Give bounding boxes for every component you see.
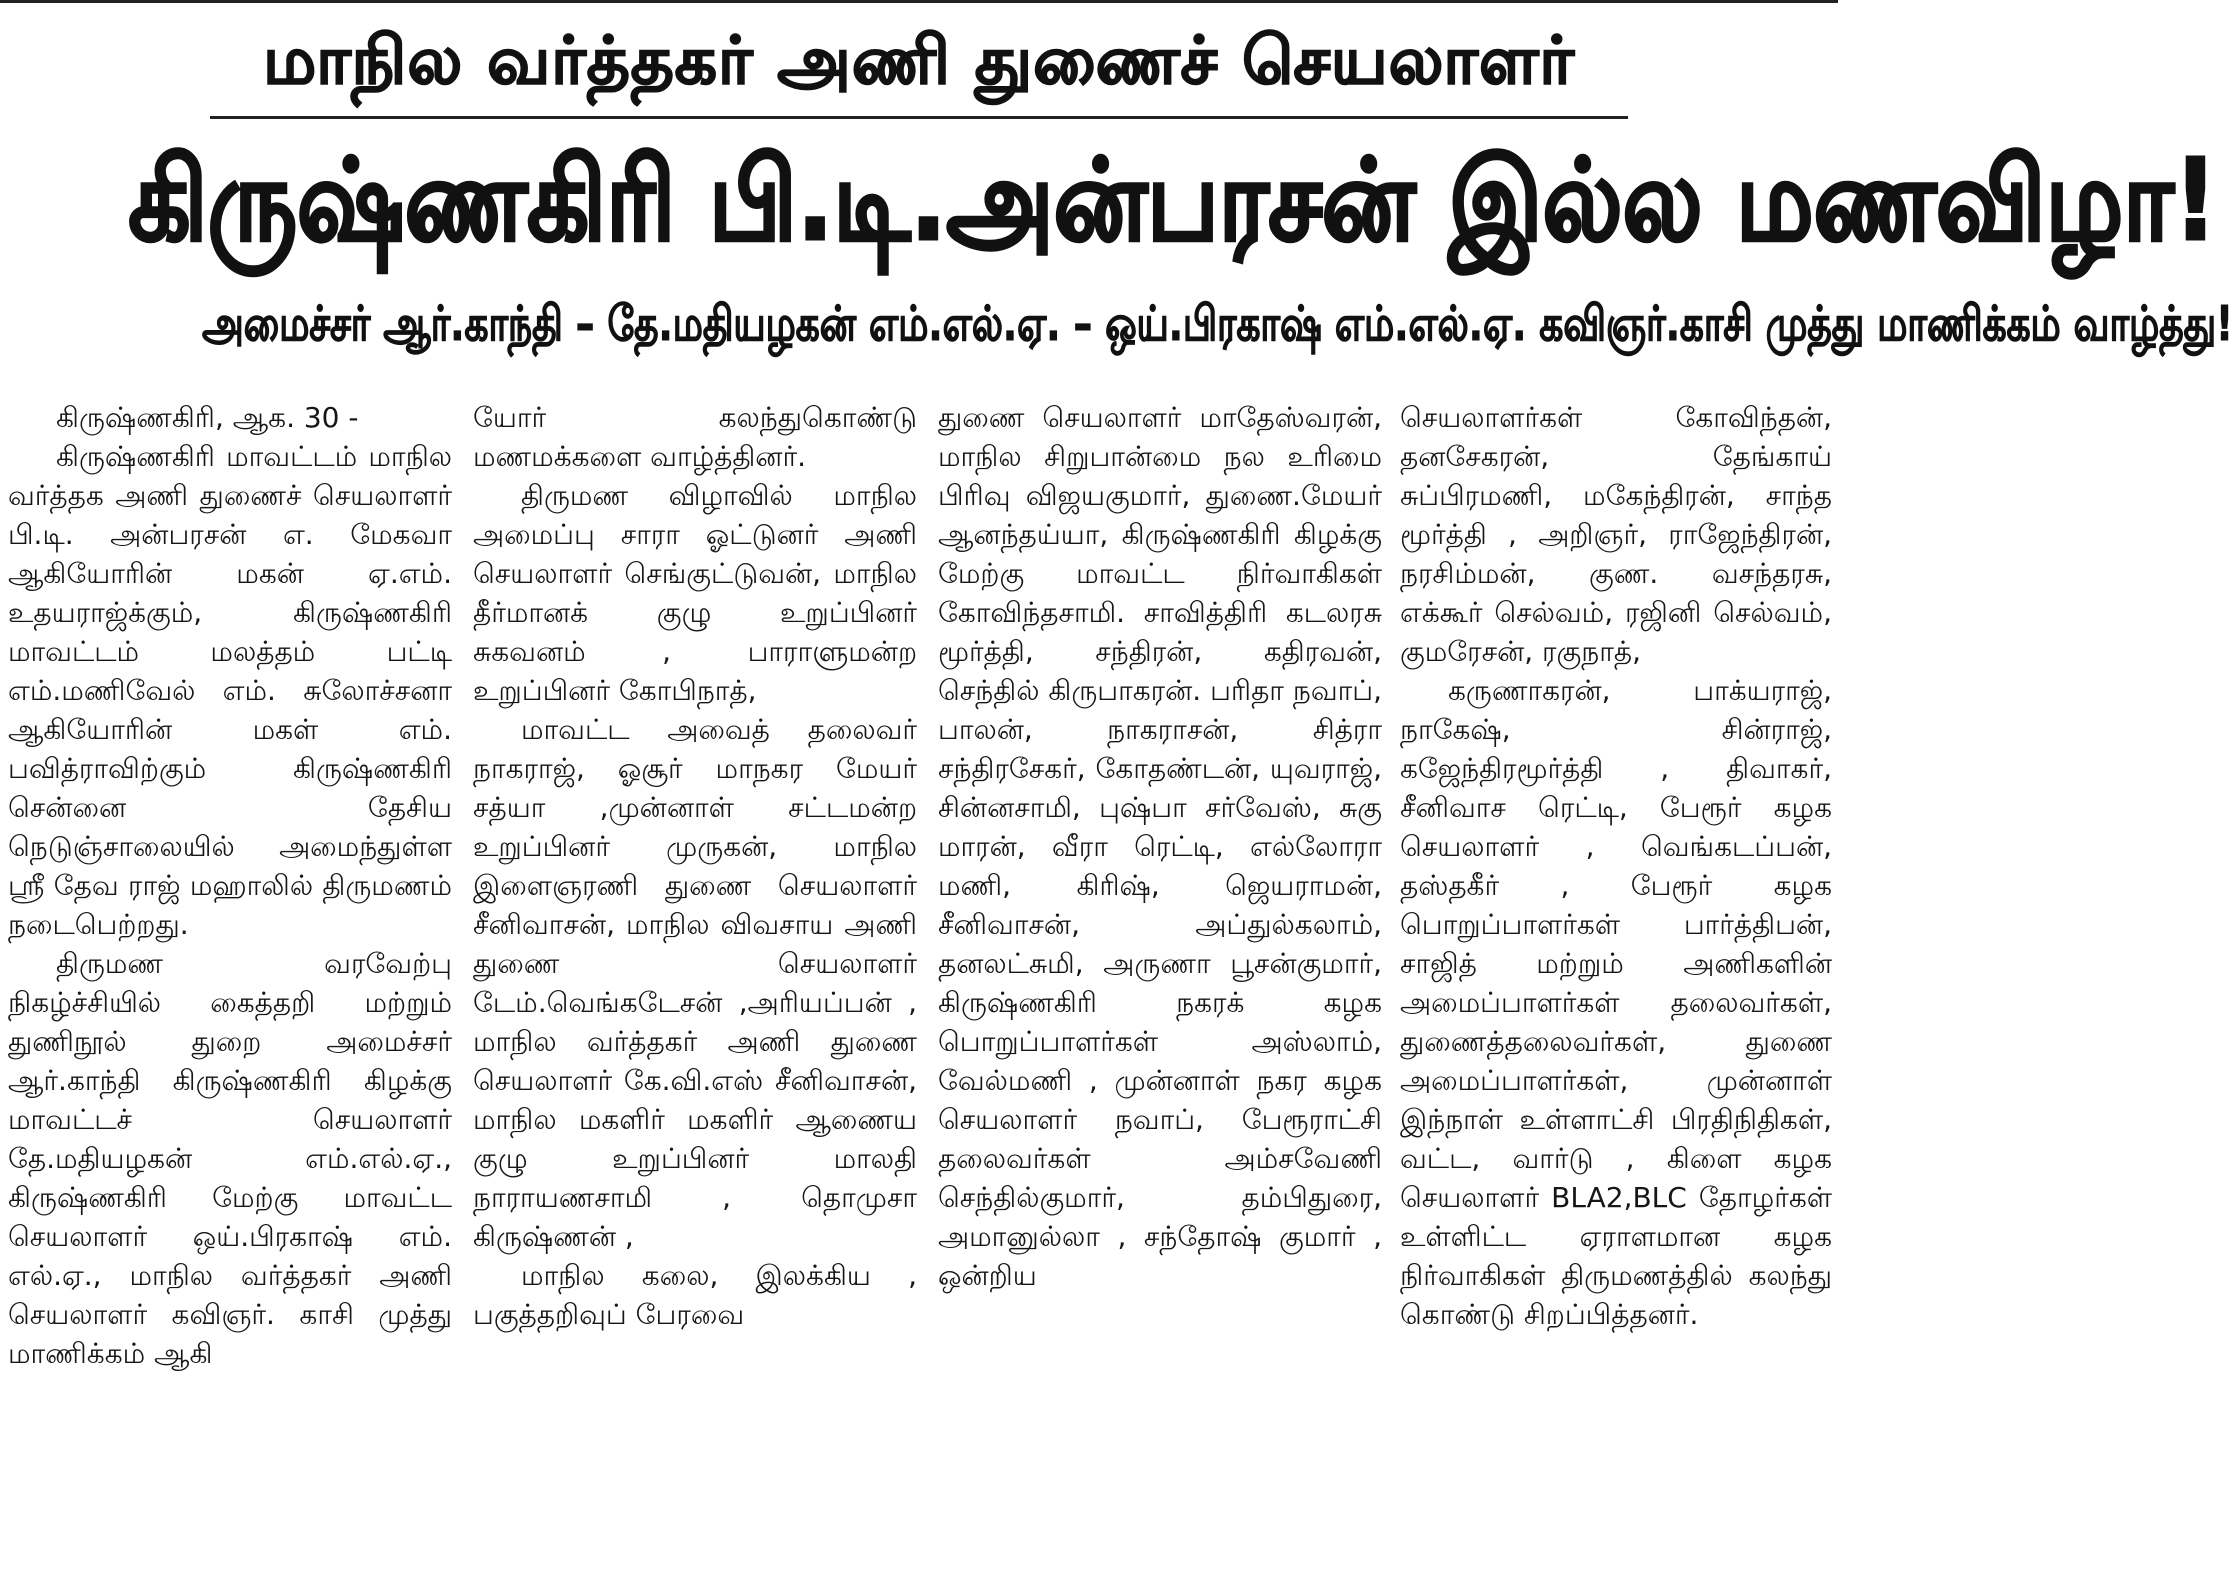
paragraph: கருணாகரன், பாக்யராஜ், நாகேஷ், சின்ராஜ், கஜேந்திரமூர்த்தி , திவாகர், சீனிவாச ரெட்டி, பேரூர் கழக செயலாளர் , வெங்கடப்பன், தஸ்தகீர் , பேரூர் கழக பொறுப்பாளர்கள் பார்த்திபன், சாஜித் மற்றும் அணிகளின் அமைப்பாளர்கள் தலைவர்கள், துணைத்தலைவர்கள், துணை அமைப்பாளர்கள், முன்னாள் இந்நாள் உள்ளாட்சி பிரதிநிதிகள், வட்ட, வார்டு , கிளை கழக செயலாளர் BLA2,BLC தோழர்கள் உள்ளிட்ட ஏராளமான கழக நிர்வாகிகள் திருமணத்தில் கலந்து கொண்டு சிறப்பித்தனர். xyxy=(1400,674,1832,1331)
kicker-underline xyxy=(210,116,1628,119)
article-subheadline: அமைச்சர் ஆர்.காந்தி – தே.மதியழகன் எம்.எல்.ஏ. – ஒய்.பிரகாஷ் எம்.எல்.ஏ. கவிஞர்.காசி முத்து மாணிக்கம் வாழ்த்து! xyxy=(202,296,2233,352)
dateline: கிருஷ்ணகிரி, ஆக. 30 - xyxy=(56,401,359,434)
top-border-rule xyxy=(0,0,1838,3)
article-kicker: மாநில வர்த்தகர் அணி துணைச் செயலாளர் xyxy=(263,22,1575,99)
paragraph: செயலாளர்கள் கோவிந்தன், தனசேகரன், தேங்காய் சுப்பிரமணி, மகேந்திரன், சாந்த மூர்த்தி , அறிஞர், ராஜேந்திரன், நரசிம்மன், குண. வசந்தரசு, எக்கூர் செல்வம், ரஜினி செல்வம், குமரேசன், ரகுநாத், xyxy=(1400,401,1832,668)
column-4 xyxy=(1400,398,1832,1570)
paragraph: கிருஷ்ணகிரி மாவட்டம் மாநில வர்த்தக அணி துணைச் செயலாளர் பி.டி. அன்பரசன் எ. மேகவா ஆகியோரின் மகன் ஏ.எம். உதயராஜ்க்கும், கிருஷ்ணகிரி மாவட்டம் மலத்தம் பட்டி எம்.மணிவேல் எம். சுலோச்சனா ஆகியோரின் மகள் எம். பவித்ராவிற்கும் கிருஷ்ணகிரி சென்னை தேசிய நெடுஞ்சாலையில் அமைந்துள்ள ஸ்ரீ தேவ ராஜ் மஹாலில் திருமணம் நடைபெற்றது. xyxy=(8,440,452,941)
paragraph: யோர் கலந்துகொண்டு மணமக்களை வாழ்த்தினர். xyxy=(473,401,917,473)
paragraph: திருமண வரவேற்பு நிகழ்ச்சியில் கைத்தறி மற்றும் துணிநூல் துறை அமைச்சர் ஆர்.காந்தி கிருஷ்ணகிரி கிழக்கு மாவட்டச் செயலாளர் தே.மதியழகன் எம்.எல்.ஏ., கிருஷ்ணகிரி மேற்கு மாவட்ட செயலாளர் ஒய்.பிரகாஷ் எம். எல்.ஏ., மாநில வர்த்தகர் அணி செயலாளர் கவிஞர். காசி முத்து மாணிக்கம் ஆகி xyxy=(8,947,452,1370)
column-1 xyxy=(8,398,452,1570)
article-body xyxy=(8,398,1832,1570)
article-headline: கிருஷ்ணகிரி பி.டி.அன்பரசன் இல்ல மணவிழா! xyxy=(128,136,2218,266)
paragraph: மாவட்ட அவைத் தலைவர் நாகராஜ், ஓசூர் மாநகர மேயர் சத்யா ,முன்னாள் சட்டமன்ற உறுப்பினர் முருகன், மாநில இளைஞரணி துணை செயலாளர் சீனிவாசன், மாநில விவசாய அணி துணை செயலாளர் டேம்.வெங்கடேசன் ,அரியப்பன் , மாநில வர்த்தகர் அணி துணை செயலாளர் கே.வி.எஸ் சீனிவாசன், மாநில மகளிர் மகளிர் ஆணைய குழு உறுப்பினர் மாலதி நாராயணசாமி , தொமுசா கிருஷ்ணன் , xyxy=(473,713,917,1253)
paragraph: திருமண விழாவில் மாநில அமைப்பு சாரா ஓட்டுனர் அணி செயலாளர் செங்குட்டுவன், மாநில தீர்மானக் குழு உறுப்பினர் சுகவனம் , பாராளுமன்ற உறுப்பினர் கோபிநாத், xyxy=(473,479,917,707)
paragraph: மாநில கலை, இலக்கிய , பகுத்தறிவுப் பேரவை xyxy=(473,1259,917,1331)
column-3 xyxy=(938,398,1382,1570)
column-2 xyxy=(473,398,917,1570)
paragraph: துணை செயலாளர் மாதேஸ்வரன், மாநில சிறுபான்மை நல உரிமை பிரிவு விஜயகுமார், துணை.மேயர் ஆனந்தய்யா, கிருஷ்ணகிரி கிழக்கு மேற்கு மாவட்ட நிர்வாகிகள் கோவிந்தசாமி. சாவித்திரி கடலரசு மூர்த்தி, சந்திரன், கதிரவன், செந்தில் கிருபாகரன். பரிதா நவாப், பாலன், நாகராசன், சித்ரா சந்திரசேகர், கோதண்டன், யுவராஜ், சின்னசாமி, புஷ்பா சர்வேஸ், சுகு மாரன், வீரா ரெட்டி, எல்லோரா மணி, கிரிஷ், ஜெயராமன், சீனிவாசன், அப்துல்கலாம், தனலட்சுமி, அருணா பூசன்குமார், கிருஷ்ணகிரி நகரக் கழக பொறுப்பாளர்கள் அஸ்லாம், வேல்மணி , முன்னாள் நகர கழக செயலாளர் நவாப், பேரூராட்சி தலைவர்கள் அம்சவேணி செந்தில்குமார், தம்பிதுரை, அமானுல்லா , சந்தோஷ் குமார் , ஒன்றிய xyxy=(938,401,1382,1292)
